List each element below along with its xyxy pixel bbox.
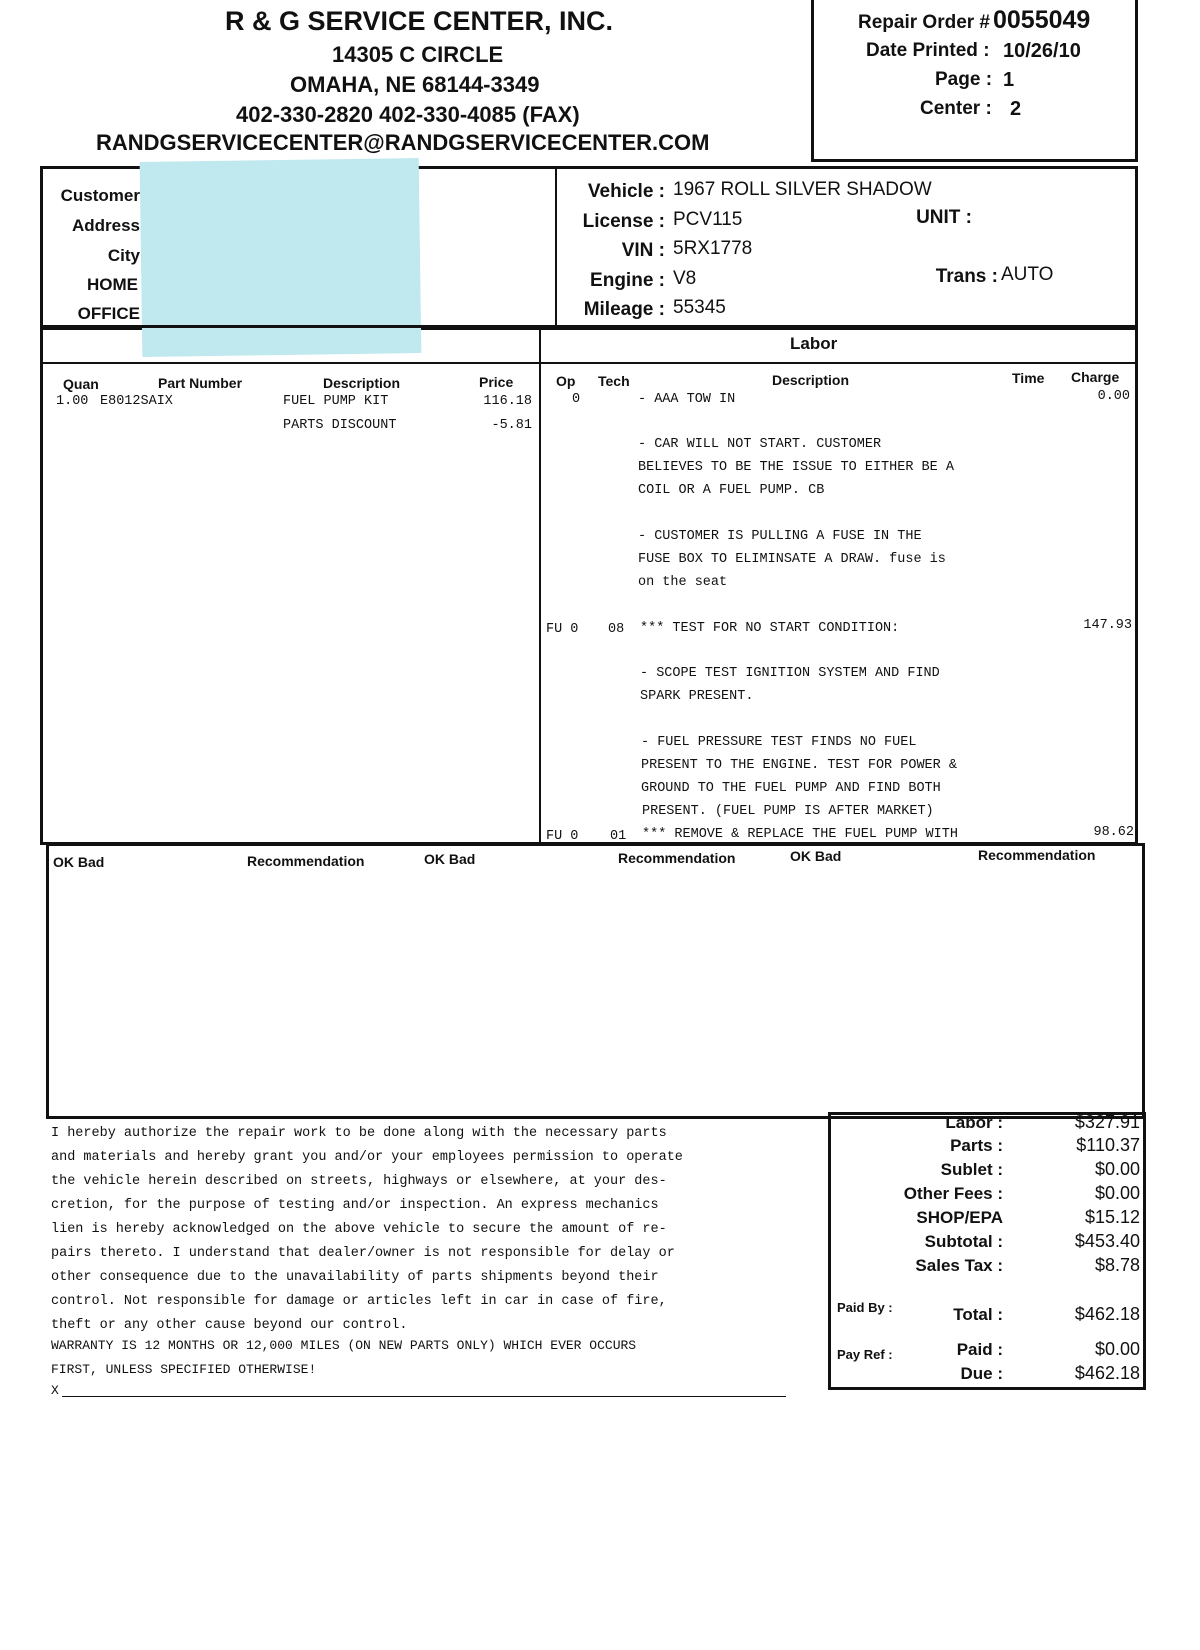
labor-line: - AAA TOW IN <box>638 392 736 407</box>
vehicle-value: 1967 ROLL SILVER SHADOW <box>673 179 932 200</box>
shop-epa-total: $15.12 <box>1084 1207 1140 1227</box>
address-label: Address <box>71 216 140 235</box>
company-city-state-zip: OMAHA, NE 68144-3349 <box>290 72 540 97</box>
city-label: City <box>107 246 140 265</box>
labor-title: Labor <box>790 334 838 353</box>
part-description: FUEL PUMP KIT <box>283 394 389 409</box>
labor-line: COIL OR A FUEL PUMP. CB <box>638 483 825 498</box>
parts-labor-box <box>40 325 1138 845</box>
authorization-line: theft or any other cause beyond our control. <box>51 1318 408 1333</box>
parts-header-price: Price <box>479 374 514 390</box>
labor-tech: 0 <box>572 392 581 407</box>
labor-line: - CUSTOMER IS PULLING A FUSE IN THE <box>638 529 922 544</box>
vehicle-label: Vehicle : <box>587 181 665 202</box>
grand-total: $462.18 <box>1074 1304 1140 1324</box>
recommendation-header: Recommendation <box>618 850 736 866</box>
recommendation-header: Recommendation <box>978 847 1096 863</box>
vin-label: VIN : <box>621 240 665 261</box>
authorization-line: other consequence due to the unavailability of parts shipments beyond their <box>51 1270 659 1285</box>
engine-value: V8 <box>673 268 697 289</box>
parts-header-part-number: Part Number <box>158 375 243 391</box>
recommendations-box <box>46 843 1145 1119</box>
date-printed-label: Date Printed : <box>866 40 990 61</box>
labor-charge: 98.62 <box>1093 825 1134 840</box>
company-street: 14305 C CIRCLE <box>332 42 504 67</box>
page-label: Page : <box>935 69 993 90</box>
company-email: RANDGSERVICECENTER@RANDGSERVICECENTER.COM <box>96 130 710 155</box>
labor-line: GROUND TO THE FUEL PUMP AND FIND BOTH <box>641 781 941 796</box>
signature-line <box>62 1396 786 1397</box>
labor-line: FUSE BOX TO ELIMINSATE A DRAW. fuse is <box>638 552 946 567</box>
authorization-line: cretion, for the purpose of testing and/or inspection. An express mechanics <box>51 1198 659 1213</box>
labor-header-time: Time <box>1012 370 1045 386</box>
labor-line: *** TEST FOR NO START CONDITION: <box>640 621 900 636</box>
mileage-label: Mileage : <box>583 299 665 320</box>
authorization-line: and materials and hereby grant you and/or your employees permission to operate <box>51 1150 683 1165</box>
due-label: Due : <box>960 1364 1003 1383</box>
sublet-total: $0.00 <box>1094 1159 1140 1179</box>
grand-total-label: Total : <box>953 1305 1003 1324</box>
labor-op: FU 0 <box>546 622 579 637</box>
part-description: PARTS DISCOUNT <box>283 418 397 433</box>
labor-line: PRESENT. (FUEL PUMP IS AFTER MARKET) <box>642 804 934 819</box>
vin-value: 5RX1778 <box>673 238 753 259</box>
recommendation-header: Recommendation <box>247 853 365 869</box>
sublet-label: Sublet : <box>940 1160 1003 1179</box>
subtotal-label: Subtotal : <box>924 1232 1003 1251</box>
parts-labor-divider <box>539 325 541 845</box>
authorization-line: pairs thereto. I understand that dealer/owner is not responsible for delay or <box>51 1246 675 1261</box>
parts-header-quan: Quan <box>63 376 99 392</box>
unit-label: UNIT : <box>916 207 972 228</box>
center-label: Center : <box>920 98 992 119</box>
labor-charge: 0.00 <box>1097 389 1130 404</box>
part-price: -5.81 <box>491 418 532 433</box>
warranty-line: WARRANTY IS 12 MONTHS OR 12,000 MILES (ON NEW PARTS ONLY) WHICH EVER OCCURS <box>51 1338 637 1353</box>
part-quan: 1.00 <box>56 394 89 409</box>
home-phone-label: HOME <box>87 275 138 294</box>
repair-order-number: 0055049 <box>993 6 1091 34</box>
ok-bad-header: OK Bad <box>424 851 476 867</box>
labor-line: - FUEL PRESSURE TEST FINDS NO FUEL <box>641 735 917 750</box>
labor-header-tech: Tech <box>598 373 630 389</box>
parts-total: $110.37 <box>1076 1135 1140 1155</box>
sales-tax: $8.78 <box>1094 1255 1140 1275</box>
warranty-line: FIRST, UNLESS SPECIFIED OTHERWISE! <box>51 1362 317 1377</box>
trans-label: Trans : <box>935 266 998 287</box>
pay-ref-label: Pay Ref : <box>837 1347 893 1362</box>
license-value: PCV115 <box>673 209 743 230</box>
labor-line: - SCOPE TEST IGNITION SYSTEM AND FIND <box>640 666 940 681</box>
labor-line: SPARK PRESENT. <box>640 689 754 704</box>
authorization-line: control. Not responsible for damage or articles left in car in case of fire, <box>51 1294 667 1309</box>
other-fees-total: $0.00 <box>1094 1183 1140 1203</box>
labor-line: on the seat <box>638 575 728 590</box>
labor-header-op: Op <box>556 373 576 389</box>
company-phones: 402-330-2820 402-330-4085 (FAX) <box>236 102 580 127</box>
date-printed: 10/26/10 <box>1003 40 1081 62</box>
labor-line: PRESENT TO THE ENGINE. TEST FOR POWER & <box>641 758 957 773</box>
company-name: R & G SERVICE CENTER, INC. <box>225 6 614 36</box>
page-number: 1 <box>1003 69 1015 91</box>
labor-header-description: Description <box>772 372 850 388</box>
labor-op: FU 0 <box>546 829 579 844</box>
part-number: E8012SAIX <box>100 394 173 409</box>
other-fees-label: Other Fees : <box>903 1184 1003 1203</box>
customer-label: Customer <box>60 186 140 205</box>
paid-total: $0.00 <box>1094 1339 1140 1359</box>
labor-header-charge: Charge <box>1071 369 1120 385</box>
trans-value: AUTO <box>1001 264 1054 285</box>
shop-epa-label: SHOP/EPA <box>916 1208 1003 1227</box>
office-phone-label: OFFICE <box>77 304 140 323</box>
ok-bad-header: OK Bad <box>790 848 842 864</box>
paid-label: Paid : <box>956 1340 1003 1359</box>
labor-total: $327.91 <box>1074 1112 1140 1132</box>
subtotal: $453.40 <box>1074 1231 1140 1251</box>
center-number: 2 <box>1010 98 1022 120</box>
labor-line: *** REMOVE & REPLACE THE FUEL PUMP WITH <box>642 827 958 842</box>
paid-by-label: Paid By : <box>837 1300 893 1315</box>
labor-tech: 08 <box>608 622 625 637</box>
parts-total-label: Parts : <box>950 1136 1003 1155</box>
part-price: 116.18 <box>483 394 532 409</box>
labor-charge: 147.93 <box>1083 618 1132 633</box>
mileage-value: 55345 <box>673 297 726 318</box>
parts-header-description: Description <box>323 375 401 391</box>
due-total: $462.18 <box>1074 1363 1140 1383</box>
labor-line: - CAR WILL NOT START. CUSTOMER <box>638 437 882 452</box>
labor-line: BELIEVES TO BE THE ISSUE TO EITHER BE A <box>638 460 954 475</box>
sales-tax-label: Sales Tax : <box>915 1256 1003 1275</box>
parts-labor-header-rule <box>40 362 1138 364</box>
license-label: License : <box>582 211 665 232</box>
signature-x: X <box>51 1383 59 1398</box>
repair-order-label: Repair Order # <box>858 12 990 33</box>
ok-bad-header: OK Bad <box>53 854 105 870</box>
labor-tech: 01 <box>610 829 627 844</box>
authorization-line: I hereby authorize the repair work to be done along with the necessary parts <box>51 1126 667 1141</box>
authorization-line: the vehicle herein described on streets, highways or elsewhere, at your des- <box>51 1174 667 1189</box>
engine-label: Engine : <box>590 270 665 291</box>
labor-total-label: Labor : <box>945 1113 1003 1132</box>
authorization-line: lien is hereby acknowledged on the above vehicle to secure the amount of re- <box>51 1222 667 1237</box>
